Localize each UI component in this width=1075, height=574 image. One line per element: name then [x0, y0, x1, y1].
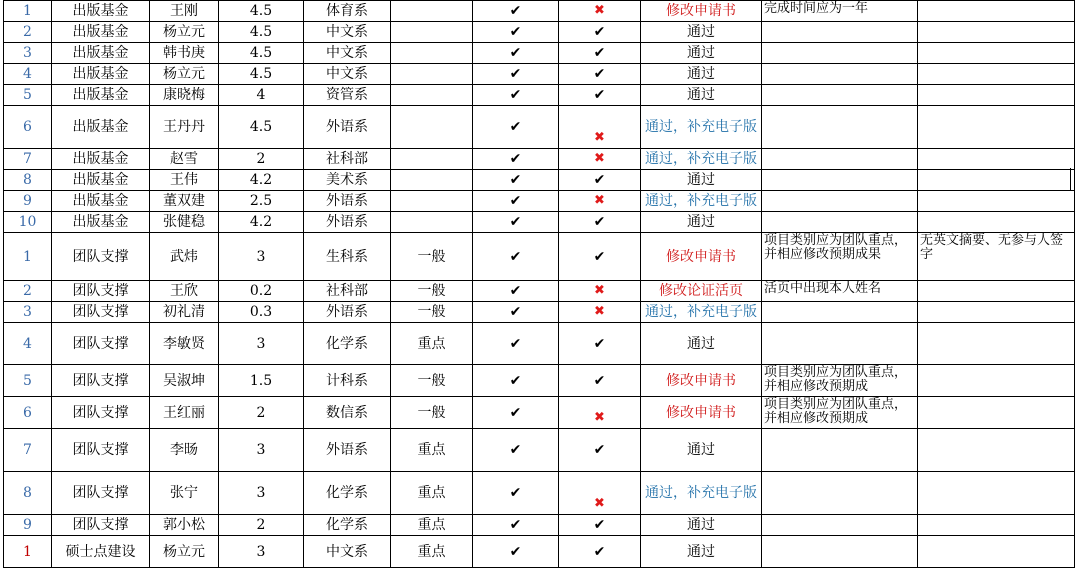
extra-note-cell[interactable] [918, 170, 1075, 191]
check-col-1-cell[interactable]: ✔ [473, 429, 559, 472]
check-col-2-cell[interactable]: ✖ [559, 191, 641, 212]
project-level-cell[interactable]: 一般 [391, 281, 473, 302]
extra-note-cell[interactable] [918, 212, 1075, 233]
row-number-cell[interactable]: 5 [4, 365, 52, 397]
review-note-cell[interactable]: 项目类别应为团队重点，并相应修改预期成 [762, 365, 918, 397]
check-col-1-cell[interactable]: ✔ [473, 472, 559, 515]
check-col-2-cell[interactable]: ✖ [559, 281, 641, 302]
applicant-name-cell[interactable]: 杨立元 [150, 536, 219, 568]
review-status-cell[interactable]: 修改申请书 [641, 1, 762, 22]
review-note-cell[interactable] [762, 515, 918, 536]
department-cell[interactable]: 中文系 [304, 43, 391, 64]
project-level-cell[interactable] [391, 212, 473, 233]
review-status-cell[interactable]: 通过 [641, 515, 762, 536]
review-note-cell[interactable] [762, 302, 918, 323]
fund-type-cell[interactable]: 出版基金 [52, 64, 150, 85]
extra-note-cell[interactable] [918, 365, 1075, 397]
check-col-1-cell[interactable]: ✔ [473, 22, 559, 43]
table-body [4, 1, 1075, 568]
department-cell[interactable]: 体育系 [304, 1, 391, 22]
department-cell[interactable]: 外语系 [304, 302, 391, 323]
fund-type-cell[interactable]: 团队支撑 [52, 365, 150, 397]
project-level-cell[interactable]: 一般 [391, 365, 473, 397]
extra-note-cell[interactable] [918, 64, 1075, 85]
row-number-cell[interactable]: 4 [4, 323, 52, 365]
check-col-1-cell[interactable]: ✔ [473, 212, 559, 233]
applicant-name-cell[interactable]: 王红丽 [150, 397, 219, 429]
applicant-name-cell[interactable]: 杨立元 [150, 64, 219, 85]
review-status-cell[interactable]: 通过 [641, 43, 762, 64]
applicant-name-cell[interactable]: 张宁 [150, 472, 219, 515]
applicant-name-cell[interactable]: 王刚 [150, 1, 219, 22]
row-number-cell[interactable]: 1 [4, 233, 52, 281]
review-status-cell[interactable]: 通过 [641, 212, 762, 233]
check-col-2-cell[interactable]: ✔ [559, 536, 641, 568]
fund-type-cell[interactable]: 出版基金 [52, 43, 150, 64]
project-level-cell[interactable]: 重点 [391, 323, 473, 365]
table-row[interactable] [4, 170, 1075, 191]
fund-type-cell[interactable]: 团队支撑 [52, 302, 150, 323]
table-row[interactable] [4, 106, 1075, 149]
check-col-2-cell[interactable]: ✖ [559, 106, 641, 149]
review-note-cell[interactable] [762, 536, 918, 568]
table-row[interactable] [4, 233, 1075, 281]
extra-note-cell[interactable] [918, 429, 1075, 472]
fund-type-cell[interactable]: 团队支撑 [52, 323, 150, 365]
row-number-cell[interactable]: 4 [4, 64, 52, 85]
score-cell[interactable]: 2 [219, 149, 304, 170]
table-row[interactable] [4, 397, 1075, 429]
applicant-name-cell[interactable]: 王伟 [150, 170, 219, 191]
extra-note-cell[interactable]: 无英文摘要、无参与人签字 [918, 233, 1075, 281]
review-status-cell[interactable]: 修改申请书 [641, 397, 762, 429]
check-col-1-cell[interactable]: ✔ [473, 281, 559, 302]
department-cell[interactable]: 生科系 [304, 233, 391, 281]
table-row[interactable] [4, 429, 1075, 472]
review-status-cell[interactable]: 通过，补充电子版 [641, 302, 762, 323]
review-note-cell[interactable]: 完成时间应为一年 [762, 1, 918, 22]
applicant-name-cell[interactable]: 初礼清 [150, 302, 219, 323]
table-row[interactable] [4, 191, 1075, 212]
extra-note-cell[interactable] [918, 472, 1075, 515]
fund-type-cell[interactable]: 团队支撑 [52, 429, 150, 472]
check-col-2-cell[interactable]: ✖ [559, 397, 641, 429]
review-status-cell[interactable]: 通过，补充电子版 [641, 149, 762, 170]
applicant-name-cell[interactable]: 吴淑坤 [150, 365, 219, 397]
score-cell[interactable]: 4.5 [219, 22, 304, 43]
row-number-cell[interactable]: 7 [4, 429, 52, 472]
table-row[interactable] [4, 1, 1075, 22]
review-note-cell[interactable] [762, 323, 918, 365]
review-status-cell[interactable]: 修改申请书 [641, 365, 762, 397]
fund-type-cell[interactable]: 出版基金 [52, 170, 150, 191]
check-col-1-cell[interactable]: ✔ [473, 191, 559, 212]
row-number-cell[interactable]: 6 [4, 106, 52, 149]
row-number-cell[interactable]: 1 [4, 1, 52, 22]
project-level-cell[interactable]: 重点 [391, 429, 473, 472]
cell-cursor [1070, 168, 1073, 190]
row-number-cell[interactable]: 1 [4, 536, 52, 568]
fund-type-cell[interactable]: 团队支撑 [52, 281, 150, 302]
applicant-name-cell[interactable]: 康晓梅 [150, 85, 219, 106]
review-status-cell[interactable]: 通过 [641, 85, 762, 106]
score-cell[interactable]: 2.5 [219, 191, 304, 212]
check-col-2-cell[interactable]: ✔ [559, 515, 641, 536]
extra-note-cell[interactable] [918, 43, 1075, 64]
review-status-cell[interactable]: 通过 [641, 64, 762, 85]
score-cell[interactable]: 3 [219, 323, 304, 365]
review-note-cell[interactable] [762, 106, 918, 149]
table-row[interactable] [4, 281, 1075, 302]
review-status-cell[interactable]: 修改申请书 [641, 233, 762, 281]
fund-type-cell[interactable]: 团队支撑 [52, 472, 150, 515]
review-note-cell[interactable] [762, 149, 918, 170]
check-col-1-cell[interactable]: ✔ [473, 64, 559, 85]
check-col-1-cell[interactable]: ✔ [473, 1, 559, 22]
extra-note-cell[interactable] [918, 515, 1075, 536]
department-cell[interactable]: 中文系 [304, 536, 391, 568]
check-col-2-cell[interactable]: ✔ [559, 233, 641, 281]
check-col-1-cell[interactable]: ✔ [473, 85, 559, 106]
row-number-cell[interactable]: 5 [4, 85, 52, 106]
review-note-cell[interactable] [762, 429, 918, 472]
department-cell[interactable]: 化学系 [304, 515, 391, 536]
check-col-2-cell[interactable]: ✖ [559, 472, 641, 515]
department-cell[interactable]: 资管系 [304, 85, 391, 106]
review-note-cell[interactable]: 项目类别应为团队重点，并相应修改预期成果 [762, 233, 918, 281]
applicant-name-cell[interactable]: 武炜 [150, 233, 219, 281]
review-note-cell[interactable] [762, 212, 918, 233]
extra-note-cell[interactable] [918, 1, 1075, 22]
score-cell[interactable]: 2 [219, 515, 304, 536]
score-cell[interactable]: 4.5 [219, 1, 304, 22]
score-cell[interactable]: 3 [219, 429, 304, 472]
department-cell[interactable]: 中文系 [304, 64, 391, 85]
fund-type-cell[interactable]: 硕士点建设 [52, 536, 150, 568]
row-number-cell[interactable]: 3 [4, 43, 52, 64]
fund-type-cell[interactable]: 团队支撑 [52, 515, 150, 536]
check-col-2-cell[interactable]: ✔ [559, 323, 641, 365]
department-cell[interactable]: 外语系 [304, 429, 391, 472]
check-col-1-cell[interactable]: ✔ [473, 43, 559, 64]
applicant-name-cell[interactable]: 杨立元 [150, 22, 219, 43]
table-row[interactable] [4, 64, 1075, 85]
project-level-cell[interactable] [391, 170, 473, 191]
review-status-cell[interactable]: 通过 [641, 170, 762, 191]
table-row[interactable] [4, 43, 1075, 64]
extra-note-cell[interactable] [918, 536, 1075, 568]
extra-note-cell[interactable] [918, 397, 1075, 429]
applicant-name-cell[interactable]: 王欣 [150, 281, 219, 302]
extra-note-cell[interactable] [918, 281, 1075, 302]
project-level-cell[interactable]: 一般 [391, 233, 473, 281]
table-row[interactable] [4, 515, 1075, 536]
fund-type-cell[interactable]: 出版基金 [52, 22, 150, 43]
row-number-cell[interactable]: 10 [4, 212, 52, 233]
score-cell[interactable]: 3 [219, 233, 304, 281]
applicant-name-cell[interactable]: 郭小松 [150, 515, 219, 536]
check-col-1-cell[interactable]: ✔ [473, 397, 559, 429]
fund-type-cell[interactable]: 团队支撑 [52, 397, 150, 429]
check-col-1-cell[interactable]: ✔ [473, 515, 559, 536]
score-cell[interactable]: 4.5 [219, 106, 304, 149]
check-col-2-cell[interactable]: ✔ [559, 429, 641, 472]
extra-note-cell[interactable] [918, 149, 1075, 170]
check-col-2-cell[interactable]: ✖ [559, 302, 641, 323]
fund-type-cell[interactable]: 出版基金 [52, 212, 150, 233]
row-number-cell[interactable]: 2 [4, 281, 52, 302]
review-status-cell[interactable]: 通过，补充电子版 [641, 191, 762, 212]
review-note-cell[interactable] [762, 191, 918, 212]
applicant-name-cell[interactable]: 李敏贤 [150, 323, 219, 365]
score-cell[interactable]: 4.5 [219, 64, 304, 85]
table-row[interactable] [4, 365, 1075, 397]
department-cell[interactable]: 中文系 [304, 22, 391, 43]
project-level-cell[interactable]: 重点 [391, 536, 473, 568]
project-level-cell[interactable]: 一般 [391, 302, 473, 323]
review-note-cell[interactable] [762, 170, 918, 191]
table-row[interactable] [4, 85, 1075, 106]
department-cell[interactable]: 美术系 [304, 170, 391, 191]
department-cell[interactable]: 外语系 [304, 106, 391, 149]
review-note-cell[interactable] [762, 64, 918, 85]
check-col-1-cell[interactable]: ✔ [473, 149, 559, 170]
project-level-cell[interactable] [391, 43, 473, 64]
check-col-2-cell[interactable]: ✔ [559, 43, 641, 64]
fund-type-cell[interactable]: 出版基金 [52, 1, 150, 22]
table-row[interactable] [4, 302, 1075, 323]
check-col-1-cell[interactable]: ✔ [473, 106, 559, 149]
table-row[interactable] [4, 323, 1075, 365]
check-col-1-cell[interactable]: ✔ [473, 170, 559, 191]
extra-note-cell[interactable] [918, 191, 1075, 212]
review-status-cell[interactable]: 通过 [641, 22, 762, 43]
score-cell[interactable]: 4.5 [219, 43, 304, 64]
department-cell[interactable]: 数信系 [304, 397, 391, 429]
extra-note-cell[interactable] [918, 106, 1075, 149]
project-level-cell[interactable] [391, 85, 473, 106]
check-col-1-cell[interactable]: ✔ [473, 233, 559, 281]
score-cell[interactable]: 0.3 [219, 302, 304, 323]
table-row[interactable] [4, 472, 1075, 515]
row-number-cell[interactable]: 9 [4, 515, 52, 536]
extra-note-cell[interactable] [918, 22, 1075, 43]
project-level-cell[interactable]: 重点 [391, 472, 473, 515]
department-cell[interactable]: 化学系 [304, 323, 391, 365]
review-note-cell[interactable]: 项目类别应为团队重点，并相应修改预期成 [762, 397, 918, 429]
check-col-2-cell[interactable]: ✔ [559, 22, 641, 43]
score-cell[interactable]: 3 [219, 472, 304, 515]
table-row[interactable] [4, 212, 1075, 233]
row-number-cell[interactable]: 7 [4, 149, 52, 170]
project-level-cell[interactable] [391, 106, 473, 149]
review-status-cell[interactable]: 通过，补充电子版 [641, 472, 762, 515]
check-col-2-cell[interactable]: ✔ [559, 365, 641, 397]
fund-type-cell[interactable]: 出版基金 [52, 106, 150, 149]
department-cell[interactable]: 社科部 [304, 281, 391, 302]
review-note-cell[interactable]: 活页中出现本人姓名 [762, 281, 918, 302]
project-level-cell[interactable] [391, 64, 473, 85]
fund-type-cell[interactable]: 团队支撑 [52, 233, 150, 281]
review-table [3, 0, 1075, 568]
check-col-2-cell[interactable]: ✔ [559, 170, 641, 191]
review-note-cell[interactable] [762, 43, 918, 64]
score-cell[interactable]: 0.2 [219, 281, 304, 302]
review-status-cell[interactable]: 通过，补充电子版 [641, 106, 762, 149]
fund-type-cell[interactable]: 出版基金 [52, 191, 150, 212]
score-cell[interactable]: 4.2 [219, 170, 304, 191]
review-note-cell[interactable] [762, 85, 918, 106]
row-number-cell[interactable]: 8 [4, 170, 52, 191]
extra-note-cell[interactable] [918, 85, 1075, 106]
fund-type-cell[interactable]: 出版基金 [52, 149, 150, 170]
check-col-2-cell[interactable]: ✔ [559, 85, 641, 106]
check-col-2-cell[interactable]: ✔ [559, 64, 641, 85]
project-level-cell[interactable]: 重点 [391, 515, 473, 536]
applicant-name-cell[interactable]: 赵雪 [150, 149, 219, 170]
check-col-2-cell[interactable]: ✖ [559, 1, 641, 22]
extra-note-cell[interactable] [918, 302, 1075, 323]
score-cell[interactable]: 4 [219, 85, 304, 106]
project-level-cell[interactable] [391, 22, 473, 43]
row-number-cell[interactable]: 3 [4, 302, 52, 323]
department-cell[interactable]: 社科部 [304, 149, 391, 170]
row-number-cell[interactable]: 2 [4, 22, 52, 43]
score-cell[interactable]: 4.2 [219, 212, 304, 233]
department-cell[interactable]: 化学系 [304, 472, 391, 515]
score-cell[interactable]: 1.5 [219, 365, 304, 397]
check-col-1-cell[interactable]: ✔ [473, 536, 559, 568]
review-status-cell[interactable]: 修改论证活页 [641, 281, 762, 302]
applicant-name-cell[interactable]: 张健稳 [150, 212, 219, 233]
project-level-cell[interactable] [391, 191, 473, 212]
department-cell[interactable]: 外语系 [304, 191, 391, 212]
row-number-cell[interactable]: 6 [4, 397, 52, 429]
check-col-2-cell[interactable]: ✖ [559, 149, 641, 170]
table-row[interactable] [4, 536, 1075, 568]
department-cell[interactable]: 计科系 [304, 365, 391, 397]
check-col-1-cell[interactable]: ✔ [473, 365, 559, 397]
table-row[interactable] [4, 22, 1075, 43]
fund-type-cell[interactable]: 出版基金 [52, 85, 150, 106]
review-status-cell[interactable]: 通过 [641, 429, 762, 472]
applicant-name-cell[interactable]: 王丹丹 [150, 106, 219, 149]
check-col-2-cell[interactable]: ✔ [559, 212, 641, 233]
review-note-cell[interactable] [762, 472, 918, 515]
score-cell[interactable]: 3 [219, 536, 304, 568]
score-cell[interactable]: 2 [219, 397, 304, 429]
review-note-cell[interactable] [762, 22, 918, 43]
applicant-name-cell[interactable]: 李旸 [150, 429, 219, 472]
row-number-cell[interactable]: 8 [4, 472, 52, 515]
project-level-cell[interactable]: 一般 [391, 397, 473, 429]
review-status-cell[interactable]: 通过 [641, 536, 762, 568]
department-cell[interactable]: 外语系 [304, 212, 391, 233]
check-col-1-cell[interactable]: ✔ [473, 323, 559, 365]
applicant-name-cell[interactable]: 董双建 [150, 191, 219, 212]
project-level-cell[interactable] [391, 149, 473, 170]
check-col-1-cell[interactable]: ✔ [473, 302, 559, 323]
applicant-name-cell[interactable]: 韩书庚 [150, 43, 219, 64]
review-status-cell[interactable]: 通过 [641, 323, 762, 365]
extra-note-cell[interactable] [918, 323, 1075, 365]
row-number-cell[interactable]: 9 [4, 191, 52, 212]
table-row[interactable] [4, 149, 1075, 170]
project-level-cell[interactable] [391, 1, 473, 22]
